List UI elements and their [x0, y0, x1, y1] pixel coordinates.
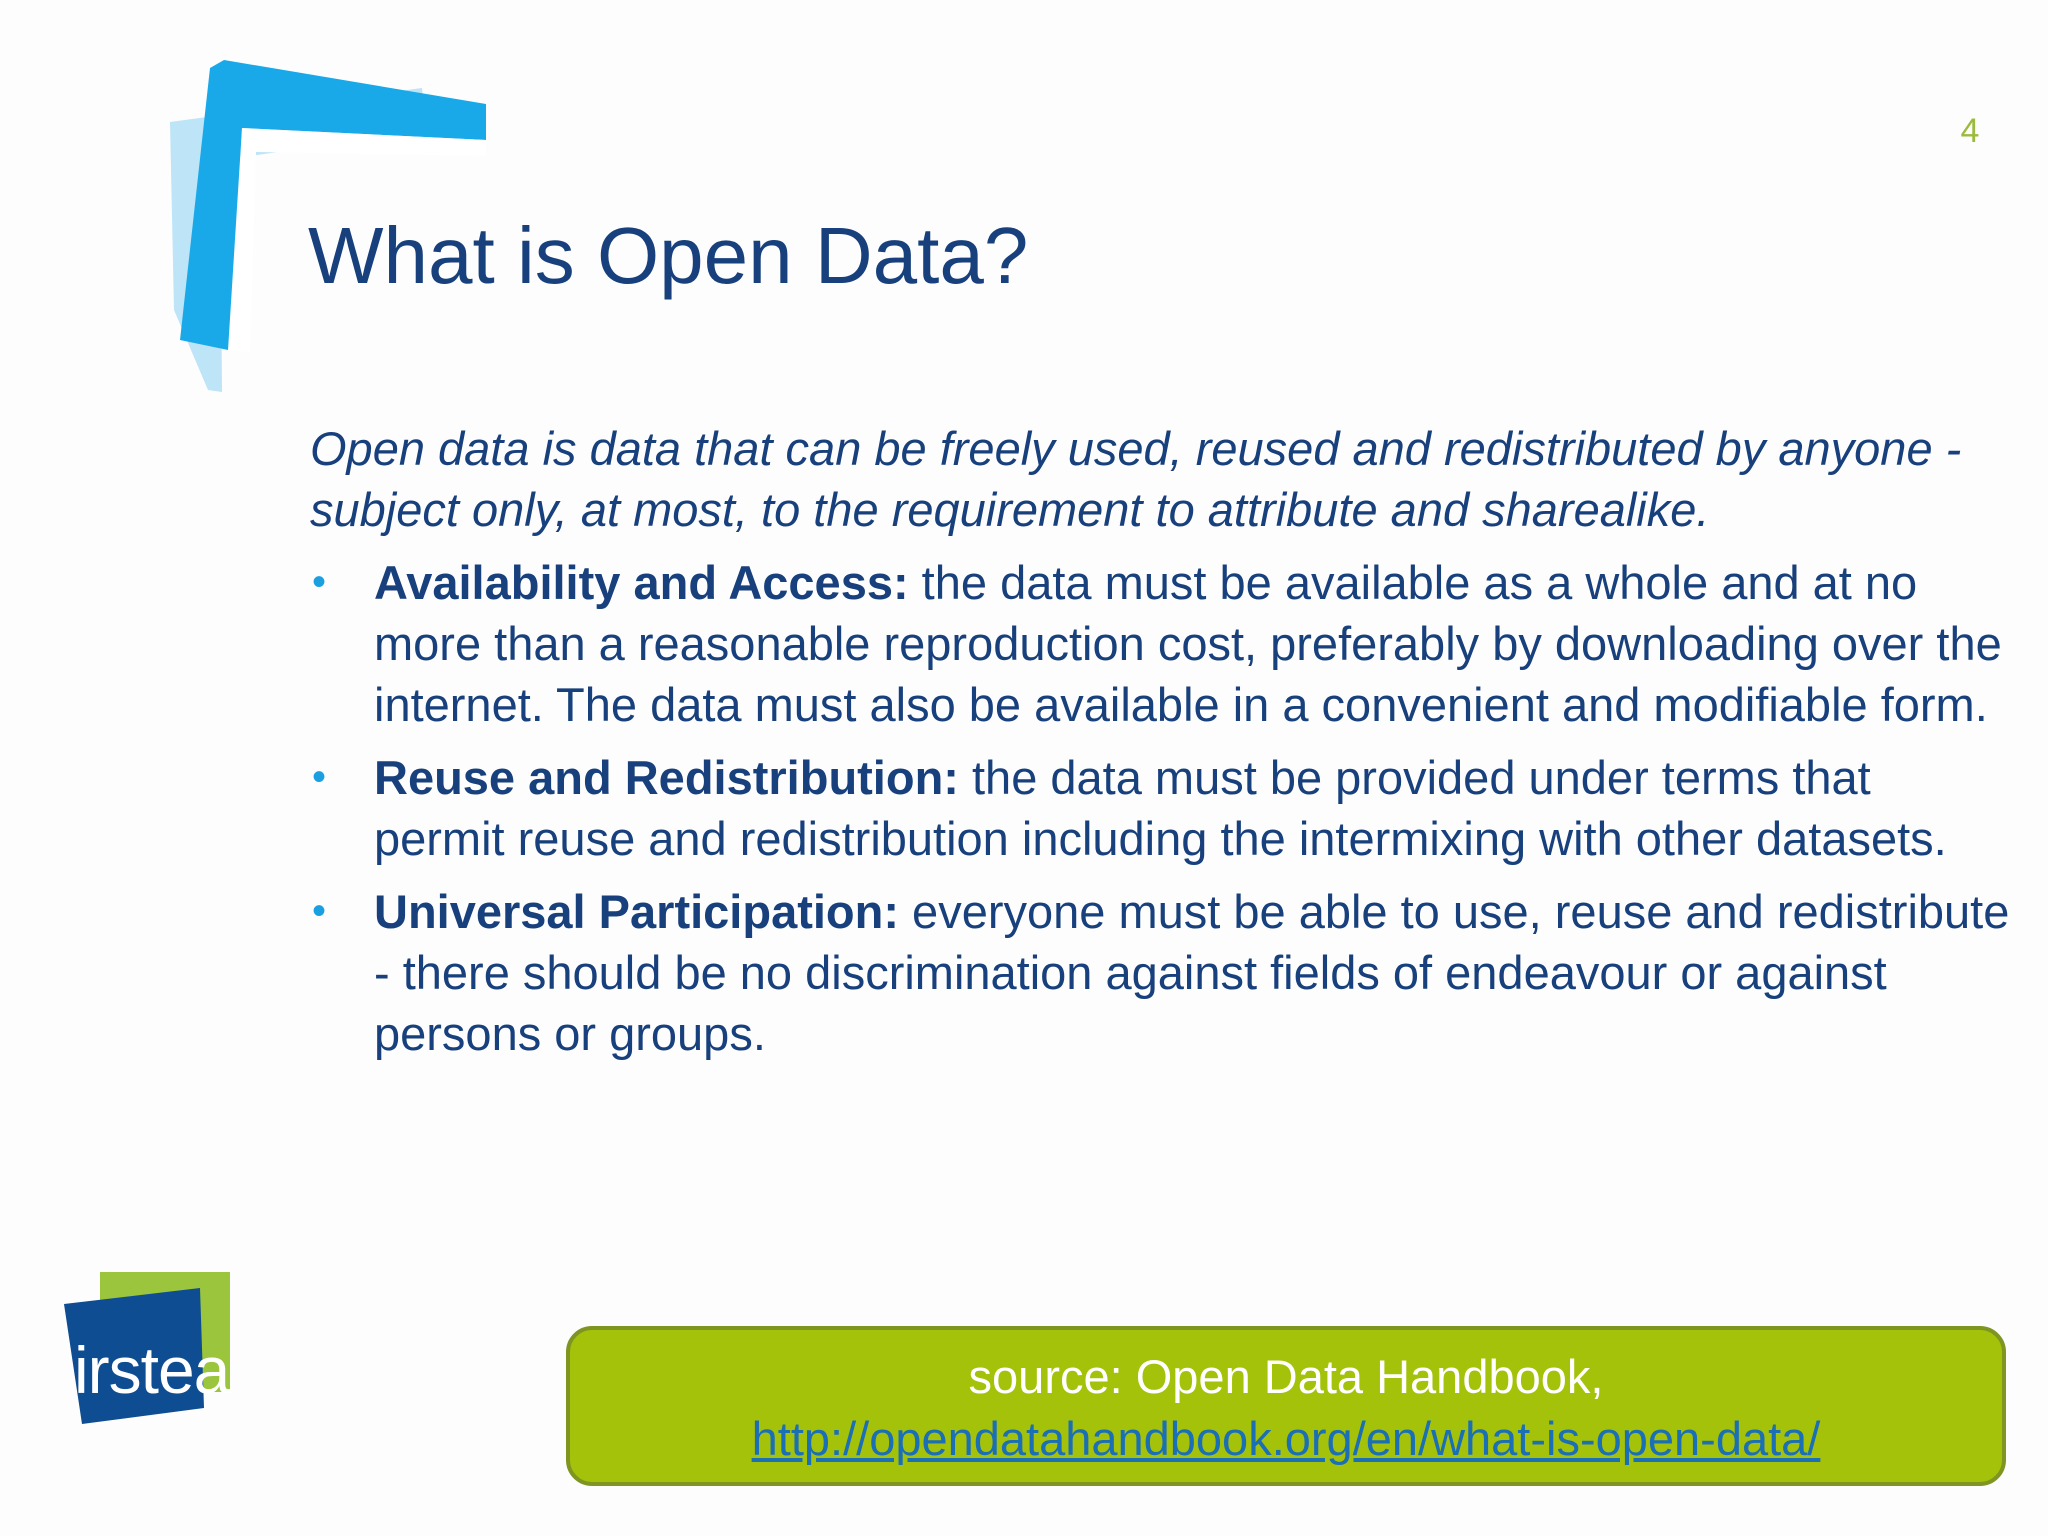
source-box	[566, 1326, 2006, 1486]
bullet-icon: •	[312, 560, 327, 604]
bullet-term: Reuse and Redistribution:	[374, 751, 959, 804]
bullet-term: Availability and Access:	[374, 556, 909, 609]
bullet-reuse	[310, 747, 2010, 869]
definition-text: Open data is data that can be freely used, reused and redistributed by anyone - subject only, at most, to the requirement to attribute and sharealike.	[310, 422, 1962, 536]
source-link[interactable]: http://opendatahandbook.org/en/what-is-open-data/	[751, 1412, 1821, 1465]
bullet-participation	[310, 881, 2010, 1064]
slide-body	[310, 418, 2010, 1076]
bullet-icon: •	[312, 889, 327, 933]
bullet-term: Universal Participation:	[374, 885, 899, 938]
bullet-text: the data must be provided under terms that permit reuse and redistribution including the intermixing with other datasets.	[374, 751, 1947, 865]
source-label: source: Open Data Handbook,	[968, 1350, 1604, 1403]
bullet-text: the data must be available as a whole and at no more than a reasonable reproduction cost, preferably by downloading over the internet. The data must also be available in a convenient and modifiable form.	[374, 556, 2002, 731]
bullet-list	[310, 552, 2010, 1064]
bullet-text: everyone must be able to use, reuse and redistribute - there should be no discrimination against fields of endeavour or against persons or groups.	[374, 885, 2010, 1060]
bullet-availability	[310, 552, 2010, 735]
irstea-logo	[60, 1268, 240, 1438]
slide-title: What is Open Data?	[308, 211, 1029, 300]
page-number: 4	[1960, 112, 1980, 150]
logo-text: irstea	[74, 1333, 230, 1407]
bullet-icon: •	[312, 755, 327, 799]
